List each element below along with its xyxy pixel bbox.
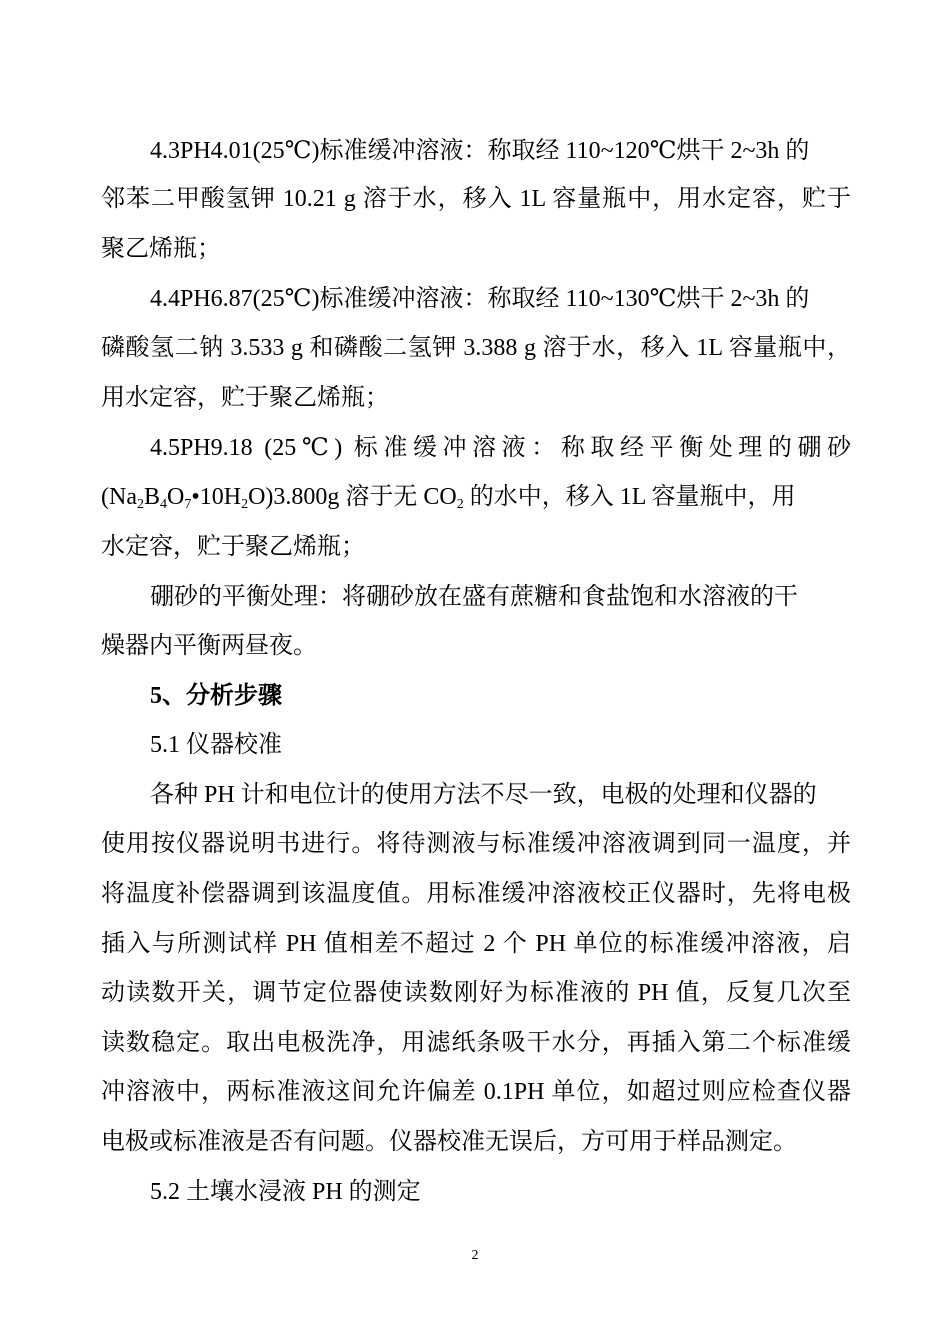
para-calibration-line-6: 读数稳定。取出电极洗净，用滤纸条吸干水分，再插入第二个标准缓 [101, 1030, 851, 1056]
para-4-5-line-2 [101, 482, 851, 512]
para-borax-line-2: 燥器内平衡两昼夜。 [101, 633, 317, 659]
formula-part: (Na [101, 484, 137, 510]
subsection-heading-5-2: 5.2 土壤水浸液 PH 的测定 [150, 1179, 421, 1205]
para-calibration-line-5: 动读数开关，调节定位器使读数刚好为标准液的 PH 值，反复几次至 [101, 980, 851, 1006]
para-4-5-line-3: 水定容，贮于聚乙烯瓶； [101, 534, 365, 560]
para-borax-line-1: 硼砂的平衡处理：将硼砂放在盛有蔗糖和食盐饱和水溶液的干 [150, 584, 798, 610]
para-4-5-line-1: 4.5PH9.18 (25℃) 标准缓冲溶液：称取经平衡处理的硼砂 [150, 435, 851, 461]
formula-part: O [167, 484, 185, 510]
subscript: 2 [241, 497, 249, 512]
para-calibration-line-7: 冲溶液中，两标准液这间允许偏差 0.1PH 单位，如超过则应检查仪器 [101, 1079, 851, 1105]
para-4-4-line-2: 磷酸氢二钠 3.533 g 和磷酸二氢钾 3.388 g 溶于水，移入 1L 容量瓶中， [101, 335, 851, 361]
formula-part: B [143, 484, 160, 510]
para-4-4-line-3: 用水定容，贮于聚乙烯瓶； [101, 385, 389, 411]
formula-part: •10H [191, 484, 242, 510]
para-calibration-line-2: 使用按仪器说明书进行。将待测液与标准缓冲溶液调到同一温度，并 [101, 831, 851, 857]
subsection-heading-5-1: 5.1 仪器校准 [150, 732, 282, 758]
para-calibration-line-3: 将温度补偿器调到该温度值。用标准缓冲溶液校正仪器时，先将电极 [101, 881, 851, 907]
subscript: 2 [456, 497, 464, 512]
para-calibration-line-1: 各种 PH 计和电位计的使用方法不尽一致，电极的处理和仪器的 [150, 782, 817, 808]
subscript: 7 [184, 497, 192, 512]
para-calibration-line-8: 电极或标准液是否有问题。仪器校准无误后，方可用于样品测定。 [101, 1129, 797, 1155]
section-heading-5: 5、分析步骤 [150, 683, 282, 709]
subscript: 4 [160, 497, 167, 512]
para-4-3-line-3: 聚乙烯瓶； [101, 236, 221, 262]
formula-part: O)3.800g 溶于无 CO [248, 484, 457, 510]
formula-part: 的水中，移入 1L 容量瓶中，用 [463, 484, 796, 510]
para-calibration-line-4: 插入与所测试样 PH 值相差不超过 2 个 PH 单位的标准缓冲溶液，启 [101, 931, 851, 957]
page-number: 2 [471, 1248, 479, 1263]
subscript: 2 [136, 497, 144, 512]
para-4-3-line-1: 4.3PH4.01(25℃)标准缓冲溶液：称取经 110~120℃烘干 2~3h 的 [150, 138, 810, 164]
para-4-4-line-1: 4.4PH6.87(25℃)标准缓冲溶液：称取经 110~130℃烘干 2~3h 的 [150, 286, 810, 312]
para-4-3-line-2: 邻苯二甲酸氢钾 10.21 g 溶于水，移入 1L 容量瓶中，用水定容，贮于 [101, 186, 851, 212]
